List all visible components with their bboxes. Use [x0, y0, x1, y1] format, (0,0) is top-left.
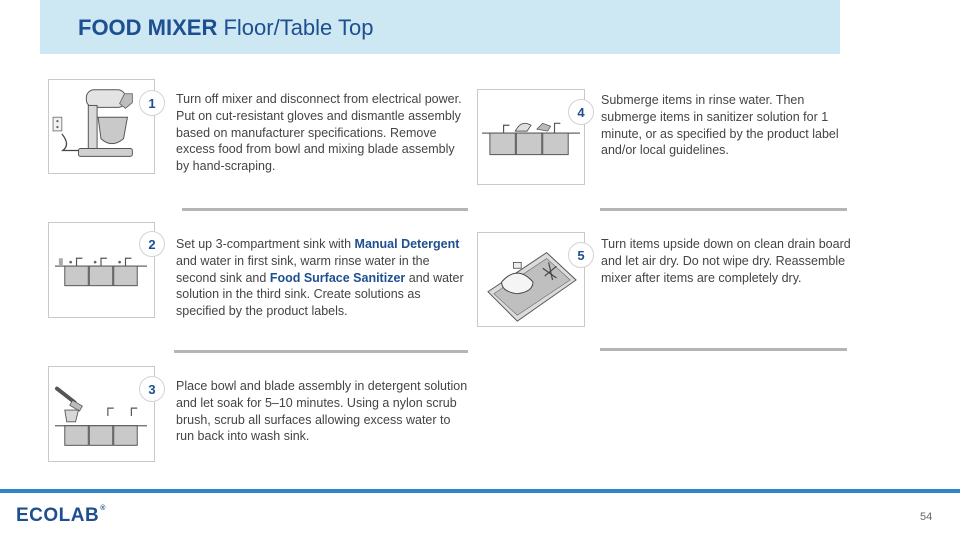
- step-divider: [600, 348, 847, 351]
- step-number-badge: 4: [568, 99, 594, 125]
- step-divider: [600, 208, 847, 211]
- step-3-text: Place bowl and blade assembly in detergent solution and let soak for 5–10 minutes. Using a nylon scrub brush, scrub all surfaces allowing excess water to run back into wash sink.: [176, 379, 468, 444]
- step-2-text: Set up 3-compartment sink with Manual Detergent and water in first sink, warm rinse water in the second sink and Food Surface Sanitizer and water solution in the third sink. Create solutions as specified by the product labels.: [176, 237, 464, 319]
- scrub-in-sink-icon: [48, 366, 155, 462]
- three-compartment-sink-icon: [48, 222, 155, 318]
- step-number-badge: 2: [139, 231, 165, 257]
- mixer-unplug-icon: [48, 79, 155, 174]
- step-number-badge: 3: [139, 376, 165, 402]
- title-bar: [40, 0, 840, 54]
- page-title: FOOD MIXER Floor/Table Top: [78, 15, 374, 40]
- drain-board-icon: [477, 232, 585, 327]
- step-divider: [174, 350, 468, 353]
- submerge-rinse-icon: [477, 89, 585, 185]
- page-number: 54: [920, 511, 933, 523]
- step-4-text: Submerge items in rinse water. Then submerge items in sanitizer solution for 1 minute, or as specified by the product label and/or local guidelines.: [601, 93, 839, 158]
- step-divider: [182, 208, 468, 211]
- step-5-text: Turn items upside down on clean drain board and let air dry. Do not wipe dry. Reassemble mixer after items are completely dry.: [601, 237, 851, 285]
- step-number-badge: 1: [139, 90, 165, 116]
- step-number-badge: 5: [568, 242, 594, 268]
- ecolab-logo: ECOLAB®: [16, 505, 106, 526]
- step-1-text: Turn off mixer and disconnect from electrical power. Put on cut-resistant gloves and dismantle assembly based on manufacturer specifications. Remove excess food from bowl and mixing blade assembly by hand-scraping.: [176, 92, 462, 174]
- footer-divider: [0, 489, 960, 493]
